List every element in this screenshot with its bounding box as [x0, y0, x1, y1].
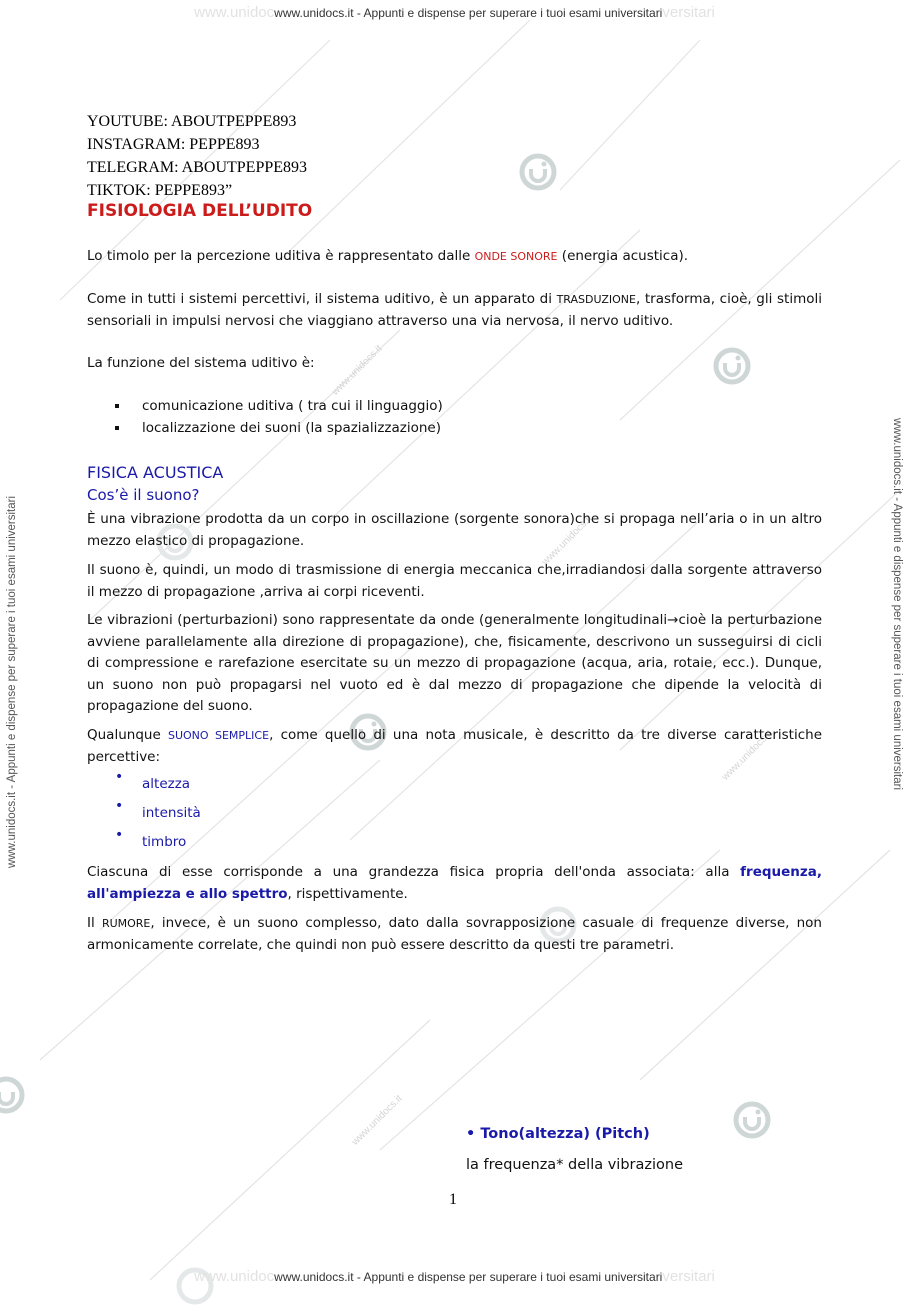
unidocs-logo-icon: [0, 1075, 26, 1115]
text: Come in tutti i sistemi percettivi, il sistema uditivo, è un apparato di: [87, 291, 557, 307]
unidocs-logo-icon: [518, 152, 558, 192]
social-youtube: YOUTUBE: ABOUTPEPPE893: [87, 113, 297, 130]
tono-description: la frequenza* della vibrazione: [466, 1157, 684, 1173]
watermark-diagonal-text: www.unidocs.it: [720, 728, 775, 783]
section-paragraph-4: [87, 725, 822, 768]
watermark-side-left: www.unidocs.it - Appunti e dispense per superare i tuoi esami universitari: [6, 495, 18, 868]
watermark-ghost-right: versitari: [662, 4, 715, 21]
document-title: FISIOLOGIA DELL’UDITO: [87, 201, 313, 221]
section-heading: FISICA ACUSTICA: [87, 463, 224, 482]
functions-list: [115, 396, 443, 439]
watermark-banner-text: www.unidocs.it - Appunti e dispense per superare i tuoi esami universitari: [274, 6, 663, 20]
social-instagram: INSTAGRAM: PEPPE893: [87, 136, 260, 153]
watermark-diagonal-text: www.unidocs.it: [540, 513, 595, 568]
highlight-suono-semplice: SUONO SEMPLICE: [167, 729, 270, 742]
bullet-icon: •: [115, 827, 124, 843]
feature-label: timbro: [142, 834, 187, 850]
highlight-trasduzione: TRASDUZIONE: [556, 293, 636, 306]
watermark-banner-text: www.unidocs.it - Appunti e dispense per superare i tuoi esami universitari: [274, 1270, 663, 1284]
feature-label: intensità: [142, 805, 201, 821]
text: Il: [87, 915, 102, 931]
watermark-banner-bottom: [0, 1268, 909, 1285]
social-tiktok: TIKTOK: PEPPE893”: [87, 182, 233, 199]
list-item: comunicazione uditiva ( tra cui il linguaggio): [115, 396, 443, 418]
watermark-side-right: www.unidocs.it - Appunti e dispense per superare i tuoi esami universitari: [891, 418, 903, 791]
section-paragraph-1: È una vibrazione prodotta da un corpo in oscillazione (sorgente sonora)che si propaga nell’aria o in un altro mezzo elastico di propagazione.: [87, 511, 822, 549]
intro-paragraph-2: [87, 289, 822, 332]
text: Lo timolo per la percezione uditiva è rappresentato dalle: [87, 248, 475, 264]
highlight-onde-sonore: ONDE SONORE: [474, 250, 558, 263]
watermark-ghost-left: www.unidoc: [194, 4, 275, 21]
text: , trasforma, cioè, gli stimoli sensoriali in impulsi nervosi che viaggiano attraverso una via nervosa, il nervo uditivo.: [87, 291, 822, 329]
watermark-diagonal-text: www.unidocs.it: [350, 1093, 405, 1148]
highlight-grandezze: frequenza, all'ampiezza e allo spettro: [87, 864, 822, 902]
unidocs-logo-icon: [732, 1100, 772, 1140]
tono-heading: [466, 1126, 650, 1142]
section-subheading: Cos’è il suono?: [87, 486, 200, 504]
social-links: [87, 110, 307, 202]
intro-paragraph-1: [87, 246, 822, 268]
highlight-rumore: RUMORE: [101, 917, 151, 930]
bullet-icon: •: [115, 769, 124, 785]
text: (energia acustica).: [557, 248, 689, 264]
text: Qualunque: [87, 727, 168, 743]
section-paragraph-6: [87, 913, 822, 956]
text: Ciascuna di esse corrisponde a una grandezza fisica propria dell'onda associata: alla: [87, 864, 741, 880]
intro-paragraph-3: La funzione del sistema uditivo è:: [87, 355, 315, 371]
list-item: localizzazione dei suoni (la spazializzazione): [115, 418, 443, 440]
bullet-icon: •: [115, 798, 124, 814]
text: , invece, è un suono complesso, dato dalla sovrapposizione casuale di frequenze diverse, non armonicamente correlate, che quindi non può essere descritto da questi tre parametri.: [87, 915, 822, 953]
tono-label: Tono(altezza) (Pitch): [480, 1126, 650, 1142]
watermark-banner-top: [0, 4, 909, 21]
text: , rispettivamente.: [287, 885, 408, 902]
text: , come quello di una nota musicale, è descritto da tre diverse caratteristiche percettive:: [87, 727, 823, 765]
section-paragraph-3: Le vibrazioni (perturbazioni) sono rappresentate da onde (generalmente longitudinali→cioè la perturbazione avviene parallelamente alla direzione di propagazione), che, fisicamente, descrivono un susseguirsi di cicli di compressione e rarefazione esercitate su un mezzo di propagazione (acqua, aria, rotaie, ecc.). Dunque, un suono non può propagarsi nel vuoto ed è dal mezzo di propagazione che dipende la velocità di propagazione del suono.: [87, 612, 822, 714]
bullet-icon: •: [466, 1126, 481, 1142]
watermark-ghost-right: versitari: [662, 1268, 715, 1285]
page-number: 1: [449, 1191, 457, 1208]
section-paragraph-2: Il suono è, quindi, un modo di trasmissione di energia meccanica che,irradiandosi dalla sorgente attraverso il mezzo di propagazione ,arriva ai corpi riceventi.: [87, 562, 822, 600]
section-paragraph-5: [87, 862, 822, 905]
social-telegram: TELEGRAM: ABOUTPEPPE893: [87, 159, 308, 176]
watermark-diagonal-text: www.unidocs.it: [330, 343, 385, 398]
watermark-ghost-left: www.unidoc: [194, 1268, 275, 1285]
feature-label: altezza: [142, 776, 191, 792]
